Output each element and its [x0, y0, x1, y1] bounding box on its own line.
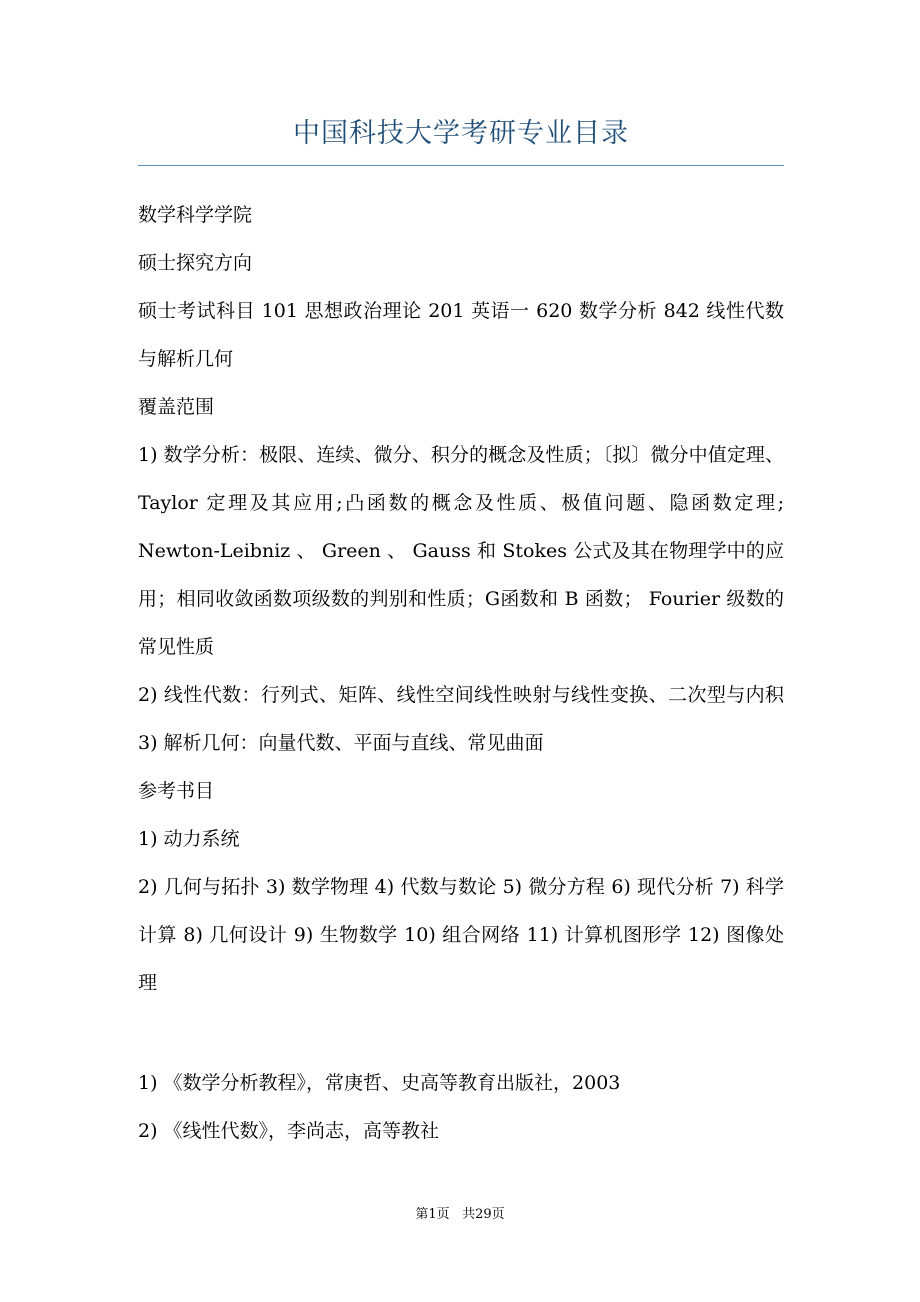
paragraph-research-list: 2) 几何与拓扑 3) 数学物理 4) 代数与数论 5) 微分方程 6) 现代分析 7) 科学计算 8) 几何设计 9) 生物数学 10) 组合网络 11) 计算机图形学 12) 图像处理 — [138, 876, 784, 994]
reference-item: 2) 《线性代数》，李尚志，高等教社 — [138, 1120, 440, 1142]
page-number: 第1页 — [415, 1207, 450, 1222]
document-body — [138, 191, 784, 1007]
paragraph-dynamics: 1) 动力系统 — [138, 828, 240, 850]
page-total: 共29页 — [462, 1207, 505, 1222]
page-title: 中国科技大学考研专业目录 — [293, 118, 629, 149]
paragraph-linear-algebra: 2) 线性代数：行列式、矩阵、线性空间线性映射与线性变换、二次型与内积 3) 解析几何：向量代数、平面与直线、常见曲面 — [138, 684, 784, 754]
paragraph-references-heading: 参考书目 — [138, 780, 215, 802]
title-divider — [138, 165, 784, 166]
paragraph-department: 数学科学学院 — [138, 204, 253, 226]
paragraph-scope-heading: 覆盖范围 — [138, 396, 215, 418]
reference-item: 1) 《数学分析教程》，常庚哲、史高等教育出版社，2003 — [138, 1072, 621, 1094]
reference-list — [138, 1059, 784, 1155]
paragraph-math-analysis: 1) 数学分析：极限、连续、微分、积分的概念及性质；〔拟〕微分中值定理、 Taylor 定理及其应用;凸函数的概念及性质、极值问题、隐函数定理; Newton-Leibniz 、 Green 、 Gauss 和 Stokes 公式及其在物理学中的应用；相同收敛函数项级数的判别和性质；G函数和 B 函数； Fourier 级数的常见性质 — [138, 444, 784, 658]
paragraph-exam-subjects: 硕士考试科目 101 思想政治理论 201 英语一 620 数学分析 842 线性代数与解析几何 — [138, 300, 784, 370]
paragraph-research-direction: 硕士探究方向 — [138, 252, 253, 274]
page-footer — [0, 1205, 920, 1225]
